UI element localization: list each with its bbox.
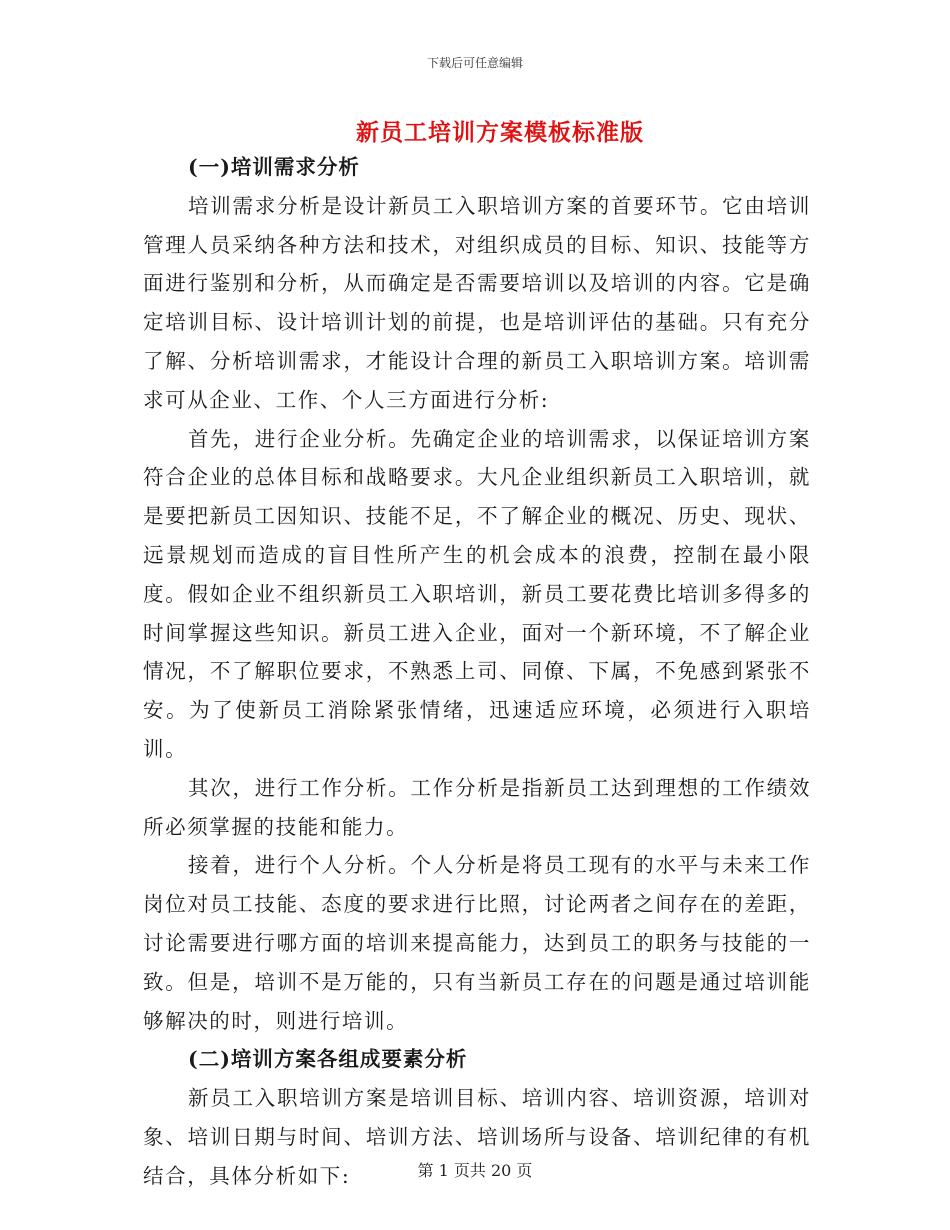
paragraph-2-1: 新员工入职培训方案是培训目标、培训内容、培训资源，培训对象、培训日期与时间、培训方法、培训场所与设备、培训纪律的有机结合，具体分析如下: [143,1086,811,1188]
paragraph-1-2: 首先，进行企业分析。先确定企业的培训需求，以保证培训方案符合企业的总体目标和战略要求。大凡企业组织新员工入职培训，就是要把新员工因知识、技能不足，不了解企业的概况、历史、现状、远景规划而造成的盲目性所产生的机会成本的浪费，控制在最小限度。假如企业不组织新员工入职培训，新员工要花费比培训多得多的时间掌握这些知识。新员工进入企业，面对一个新环境，不了解企业情况，不了解职位要求，不熟悉上司、同僚、下属，不免感到紧张不安。为了使新员工消除紧张情绪，迅速适应环境，必须进行入职培训。 [143,426,811,761]
paragraph-1-1: 培训需求分析是设计新员工入职培训方案的首要环节。它由培训管理人员采纳各种方法和技术，对组织成员的目标、知识、技能等方面进行鉴别和分析，从而确定是否需要培训以及培训的内容。它是确定培训目标、设计培训计划的前提，也是培训评估的基础。只有充分了解、分析培训需求，才能设计合理的新员工入职培训方案。培训需求可从企业、工作、个人三方面进行分析: [143,193,811,412]
section-heading-2: (二)培训方案各组成要素分析 [188,1047,468,1072]
document-title: 新员工培训方案模板标准版 [356,119,644,146]
document-body [143,148,811,1196]
header-note: 下载后可任意编辑 [426,56,523,70]
paragraph-1-3: 其次，进行工作分析。工作分析是指新员工达到理想的工作绩效所必须掌握的技能和能力。 [143,775,811,839]
section-heading-1: (一)培训需求分析 [188,155,360,179]
page-number: 第 1 页共 20 页 [417,1161,533,1180]
paragraph-1-4: 接着，进行个人分析。个人分析是将员工现有的水平与未来工作岗位对员工技能、态度的要求进行比照，讨论两者之间存在的差距，讨论需要进行哪方面的培训来提高能力，达到员工的职务与技能的一致。但是，培训不是万能的，只有当新员工存在的问题是通过培训能够解决的时，则进行培训。 [143,853,811,1033]
